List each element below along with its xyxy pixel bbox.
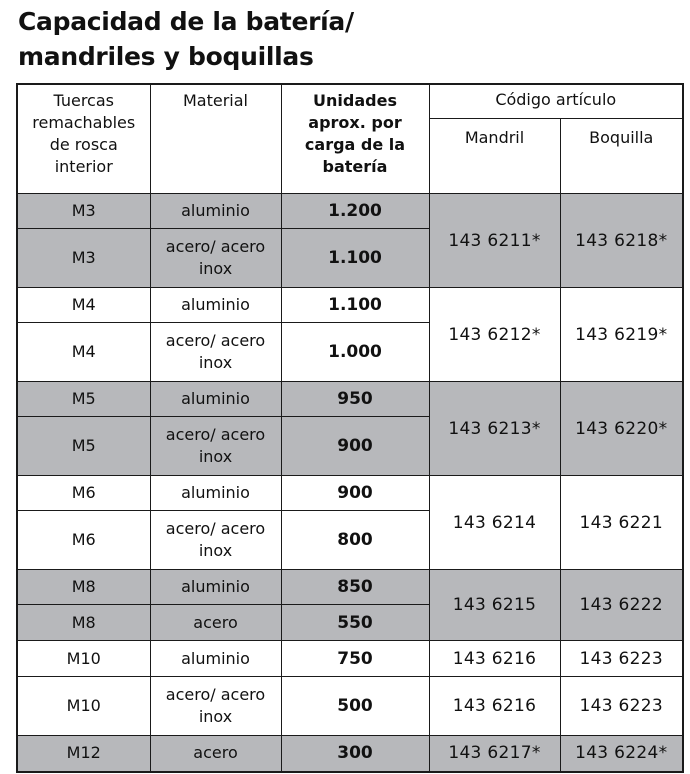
cell-mandril-code: 143 6216: [429, 641, 560, 677]
table-row: [17, 677, 683, 736]
cell-material: aluminio: [150, 641, 281, 677]
cell-nut: M8: [17, 605, 150, 641]
cell-material: acero: [150, 736, 281, 772]
cell-nut: M3: [17, 194, 150, 229]
header-boquilla: Boquilla: [560, 118, 683, 193]
capacity-table: [16, 83, 684, 773]
cell-boquilla-code: 143 6218*: [560, 194, 683, 288]
cell-material: aluminio: [150, 382, 281, 417]
cell-units: 1.100: [281, 229, 429, 288]
table-body: [17, 194, 683, 772]
cell-units: 850: [281, 570, 429, 605]
table-row: [17, 194, 683, 229]
table-row: [17, 382, 683, 417]
cell-nut: M10: [17, 677, 150, 736]
cell-material: acero: [150, 605, 281, 641]
header-units: Unidades aprox. por carga de la batería: [281, 84, 429, 194]
cell-material: aluminio: [150, 194, 281, 229]
cell-boquilla-code: 143 6220*: [560, 382, 683, 476]
cell-nut: M4: [17, 288, 150, 323]
cell-material: acero/ acero inox: [150, 511, 281, 570]
cell-units: 900: [281, 417, 429, 476]
cell-boquilla-code: 143 6224*: [560, 736, 683, 772]
cell-material: aluminio: [150, 288, 281, 323]
cell-units: 800: [281, 511, 429, 570]
table-row: [17, 736, 683, 772]
cell-mandril-code: 143 6217*: [429, 736, 560, 772]
table-header: [17, 84, 683, 194]
cell-nut: M4: [17, 323, 150, 382]
cell-mandril-code: 143 6216: [429, 677, 560, 736]
cell-nut: M5: [17, 417, 150, 476]
cell-material: aluminio: [150, 570, 281, 605]
cell-boquilla-code: 143 6219*: [560, 288, 683, 382]
header-nut: Tuercas remachables de rosca interior: [17, 84, 150, 194]
cell-nut: M8: [17, 570, 150, 605]
table-row: [17, 570, 683, 605]
cell-units: 950: [281, 382, 429, 417]
cell-material: acero/ acero inox: [150, 323, 281, 382]
cell-material: acero/ acero inox: [150, 229, 281, 288]
cell-material: acero/ acero inox: [150, 417, 281, 476]
cell-units: 750: [281, 641, 429, 677]
cell-boquilla-code: 143 6222: [560, 570, 683, 641]
cell-mandril-code: 143 6215: [429, 570, 560, 641]
cell-units: 550: [281, 605, 429, 641]
cell-boquilla-code: 143 6223: [560, 641, 683, 677]
cell-units: 1.200: [281, 194, 429, 229]
cell-material: acero/ acero inox: [150, 677, 281, 736]
cell-boquilla-code: 143 6221: [560, 476, 683, 570]
cell-nut: M12: [17, 736, 150, 772]
page-title: [18, 4, 354, 74]
header-mandril: Mandril: [429, 118, 560, 193]
cell-mandril-code: 143 6214: [429, 476, 560, 570]
cell-boquilla-code: 143 6223: [560, 677, 683, 736]
table-row: [17, 288, 683, 323]
cell-nut: M10: [17, 641, 150, 677]
cell-nut: M3: [17, 229, 150, 288]
table-row: [17, 476, 683, 511]
cell-nut: M6: [17, 511, 150, 570]
cell-units: 1.000: [281, 323, 429, 382]
page-title-line-1: Capacidad de la batería/: [18, 7, 354, 36]
cell-units: 1.100: [281, 288, 429, 323]
header-material: Material: [150, 84, 281, 194]
cell-mandril-code: 143 6212*: [429, 288, 560, 382]
cell-units: 500: [281, 677, 429, 736]
cell-nut: M5: [17, 382, 150, 417]
cell-material: aluminio: [150, 476, 281, 511]
cell-mandril-code: 143 6211*: [429, 194, 560, 288]
table-row: [17, 641, 683, 677]
cell-units: 300: [281, 736, 429, 772]
cell-units: 900: [281, 476, 429, 511]
page-title-line-2: mandriles y boquillas: [18, 42, 314, 71]
cell-mandril-code: 143 6213*: [429, 382, 560, 476]
header-code-group: Código artículo: [429, 84, 683, 118]
cell-nut: M6: [17, 476, 150, 511]
